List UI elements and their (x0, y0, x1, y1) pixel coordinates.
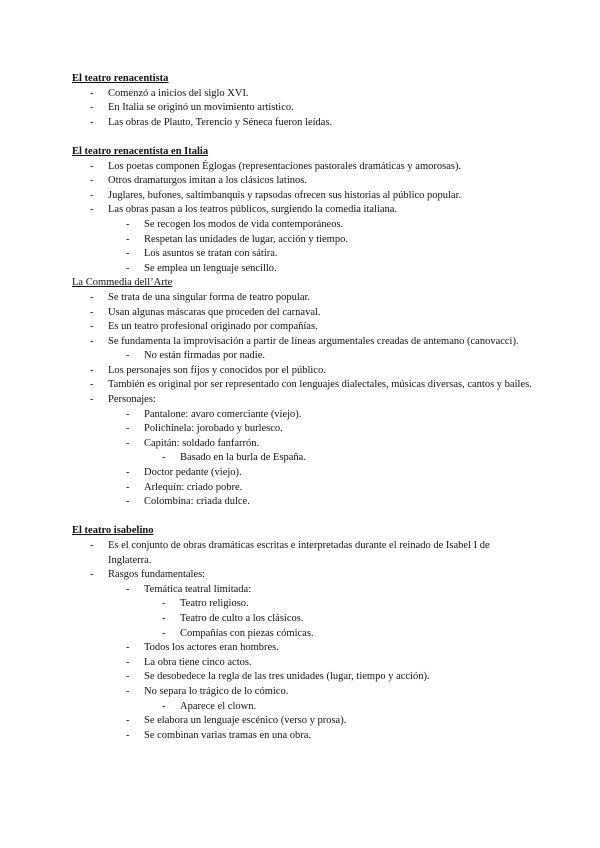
rasgo-item: - La obra tiene cinco actos. (108, 656, 534, 671)
list-item: - Otros dramaturgos imitan a los clásicos latinos. (72, 174, 534, 189)
list-item: - Rasgos fundamentales: - Temática teatral limitada: - Teatro religioso. - Teatro de culto a los clásicos. - Compañías con piezas cómicas. - Todos los actores eran hombres. - La obra tiene cinco actos. - Se desobedece la regla de las tres unidades (lugar, tiempo y acción). - No separa lo trágico de lo cómico. - Aparece el clown. - Se elabora un lenguaje escénico (verso y prosa). - Se combinan varias tramas en una obra. (72, 568, 534, 743)
list-item: - Se fundamenta la improvisación a partir de líneas argumentales creadas de antemano (canovacci). - No están firmadas por nadie. (72, 335, 534, 364)
list-item: - En Italia se originó un movimiento artístico. (72, 101, 534, 116)
sub-list (108, 349, 534, 364)
sub-list-item: - Se recogen los modos de vida contemporáneos. (108, 218, 534, 233)
sub-sub-list-item: - Aparece el clown. (144, 700, 534, 715)
bullet-list (72, 291, 534, 510)
list-item: - Se trata de una singular forma de teatro popular. (72, 291, 534, 306)
tematica-item: - Compañías con piezas cómicas. (144, 627, 534, 642)
list-item: - Es un teatro profesional originado por compañías. (72, 320, 534, 335)
list-item: - Personajes: - Pantalone: avaro comerciante (viejo). - Polichinela: jorobado y burlesco. - Capitán: soldado fanfarrón. - Basado en la burla de España. - Doctor pedante (viejo). - Arlequín: criado pobre. - Colombina: criada dulce. (72, 393, 534, 510)
tematica-item: - Teatro de culto a los clásicos. (144, 612, 534, 627)
section-heading-teatro-isabelino: El teatro isabelino (72, 525, 154, 537)
sub-list-item: - Los asuntos se tratan con sátira. (108, 247, 534, 262)
personaje-item: - Arlequín: criado pobre. (108, 481, 534, 496)
personajes-list (108, 408, 534, 510)
sub-list-item: - Se emplea un lenguaje sencillo. (108, 262, 534, 277)
section-heading-teatro-renacentista: El teatro renacentista (72, 73, 169, 84)
document-page (72, 72, 534, 743)
personaje-item: - Colombina: criada dulce. (108, 495, 534, 510)
list-item: - Las obras pasan a los teatros públicos, surgiendo la comedia italiana. - Se recogen los modos de vida contemporáneos. - Respetan las unidades de lugar, acción y tiempo. - Los asuntos se tratan con sátira. - Se emplea un lenguaje sencillo. (72, 203, 534, 276)
sub-list-item: - No están firmadas por nadie. (108, 349, 534, 364)
rasgo-item: - Se desobedece la regla de las tres unidades (lugar, tiempo y acción). (108, 670, 534, 685)
personaje-item: - Capitán: soldado fanfarrón. - Basado en la burla de España. (108, 437, 534, 466)
rasgo-item: - Se elabora un lenguaje escénico (verso y prosa). (108, 714, 534, 729)
rasgo-item: - No separa lo trágico de lo cómico. - Aparece el clown. (108, 685, 534, 714)
rasgo-item: - Temática teatral limitada: - Teatro religioso. - Teatro de culto a los clásicos. - Compañías con piezas cómicas. (108, 583, 534, 641)
rasgo-item: - Se combinan varias tramas en una obra. (108, 729, 534, 744)
sub-sub-list (144, 451, 534, 466)
bullet-list (72, 160, 534, 277)
section-heading-commedia-dellarte: La Commedia dell’Arte (72, 277, 173, 289)
personaje-item: - Doctor pedante (viejo). (108, 466, 534, 481)
section-heading-teatro-italia: El teatro renacentista en Italia (72, 145, 209, 157)
rasgo-item: - Todos los actores eran hombres. (108, 641, 534, 656)
list-item: - Los personajes son fijos y conocidos por el público. (72, 364, 534, 379)
list-item: - También es original por ser representado con lenguajes dialectales, músicas diversas, cantos y bailes. (72, 378, 534, 393)
personaje-item: - Pantalone: avaro comerciante (viejo). (108, 408, 534, 423)
sub-sub-list-item: - Basado en la burla de España. (144, 451, 534, 466)
blank-line (72, 510, 534, 525)
bullet-list (72, 539, 534, 743)
rasgos-list (108, 583, 534, 744)
tematica-list (144, 597, 534, 641)
list-item: - Comenzó a inicios del siglo XVI. (72, 87, 534, 102)
blank-line (72, 130, 534, 145)
bullet-list (72, 87, 534, 131)
tematica-item: - Teatro religioso. (144, 597, 534, 612)
sub-list (108, 218, 534, 276)
list-item: - Es el conjunto de obras dramáticas escritas e interpretadas durante el reinado de Isabel I de Inglaterra. (72, 539, 534, 568)
personaje-item: - Polichinela: jorobado y burlesco. (108, 422, 534, 437)
sub-list-item: - Respetan las unidades de lugar, acción y tiempo. (108, 233, 534, 248)
sub-sub-list (144, 700, 534, 715)
list-item: - Usan algunas máscaras que proceden del carnaval. (72, 306, 534, 321)
list-item: - Los poetas componen Églogas (representaciones pastorales dramáticas y amorosas). (72, 160, 534, 175)
list-item: - Juglares, bufones, saltimbanquis y rapsodas ofrecen sus historias al público popular. (72, 189, 534, 204)
list-item: - Las obras de Plauto, Terencio y Séneca fueron leídas. (72, 116, 534, 131)
